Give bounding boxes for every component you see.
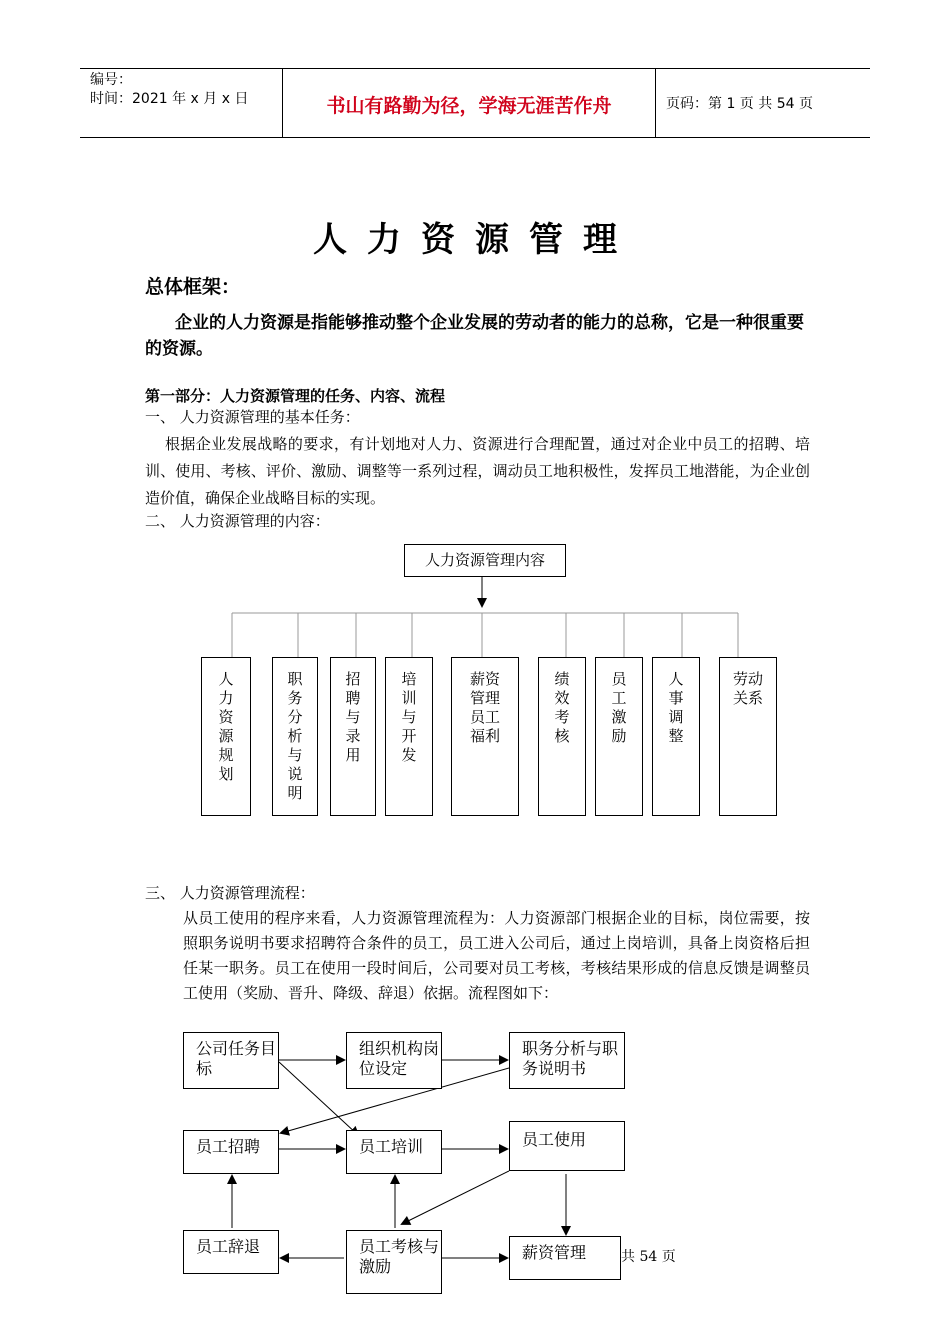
- content-item-glyph: 务: [287, 689, 303, 707]
- flow-training: 员工培训: [346, 1130, 442, 1174]
- content-item-glyph: 发: [401, 746, 417, 764]
- content-item-hr-planning: [201, 657, 251, 816]
- content-item-glyph: 薪资: [469, 670, 500, 688]
- content-root-box: 人力资源管理内容: [404, 544, 566, 577]
- content-item-glyph: 激: [611, 708, 627, 726]
- flow-salary: 薪资管理: [509, 1236, 621, 1280]
- content-item-incentive: [595, 657, 643, 816]
- content-item-glyph: 招: [345, 670, 361, 688]
- content-item-glyph: 考: [554, 708, 570, 726]
- content-item-glyph: 分: [287, 708, 303, 726]
- content-item-glyph: 规: [218, 746, 234, 764]
- number-label: 编号：: [90, 72, 132, 88]
- content-item-glyph: 开: [401, 727, 417, 745]
- content-item-glyph: 福利: [469, 727, 500, 745]
- content-item-salary-welfare: [451, 657, 519, 816]
- framework-heading: 总体框架：: [145, 276, 241, 298]
- content-item-glyph: 用: [345, 746, 361, 764]
- section1-body: 根据企业发展战略的要求，有计划地对人力、资源进行合理配置，通过对企业中员工的招聘、培训、使用、考核、评价、激励、调整等一系列过程，调动员工地积极性，发挥员工地潜能，为企业创造价值，确保企业战略目标的实现。: [145, 435, 810, 507]
- content-item-glyph: 工: [611, 689, 627, 707]
- motto: 书山有路勤为径，学海无涯苦作舟: [326, 95, 612, 117]
- page-info: 页码：第 1 页 共 54 页: [666, 96, 813, 112]
- content-item-glyph: 效: [554, 689, 570, 707]
- content-item-glyph: 析: [287, 727, 303, 745]
- flow-recruit: 员工招聘: [183, 1130, 279, 1174]
- content-item-glyph: 明: [287, 784, 303, 802]
- content-item-glyph: 训: [401, 689, 417, 707]
- intro-paragraph: 企业的人力资源是指能够推动整个企业发展的劳动者的能力的总称，它是一种很重要的资源。: [145, 313, 804, 359]
- content-item-label: [720, 670, 776, 708]
- content-item-job-analysis: [272, 657, 318, 816]
- content-item-glyph: 员: [611, 670, 627, 688]
- flow-job-analysis: 职务分析与职务说明书: [509, 1032, 625, 1089]
- flow-usage: 员工使用: [509, 1121, 625, 1171]
- content-item-glyph: 人: [668, 670, 684, 688]
- content-item-glyph: 整: [668, 727, 684, 745]
- content-item-glyph: 励: [611, 727, 627, 745]
- content-item-glyph: 员工: [469, 708, 500, 726]
- content-item-label: [653, 670, 699, 746]
- section2-heading: 二、 人力资源管理的内容：: [145, 512, 330, 530]
- section3-heading: 三、 人力资源管理流程：: [145, 884, 315, 902]
- flow-org-structure: 组织机构岗位设定: [346, 1032, 442, 1089]
- content-item-glyph: 聘: [345, 689, 361, 707]
- part1-heading: 第一部分：人力资源管理的任务、内容、流程: [145, 387, 446, 405]
- content-item-glyph: 人: [218, 670, 234, 688]
- content-item-label: [331, 670, 375, 765]
- content-item-performance: [538, 657, 586, 816]
- flow-dismiss: 员工辞退: [183, 1230, 279, 1274]
- date-label: 时间：2021 年 x 月 x 日: [90, 91, 249, 107]
- content-item-glyph: 力: [218, 689, 234, 707]
- flow-appraisal: 员工考核与激励: [346, 1230, 442, 1294]
- content-item-glyph: 劳动: [732, 670, 763, 688]
- content-item-training: [385, 657, 433, 816]
- content-item-glyph: 绩: [554, 670, 570, 688]
- footer-page-fragment: 共 54 页: [621, 1249, 676, 1265]
- content-item-glyph: 与: [345, 708, 361, 726]
- content-item-label: [273, 670, 317, 803]
- content-item-glyph: 说: [287, 765, 303, 783]
- content-item-label: [539, 670, 585, 746]
- content-item-glyph: 事: [668, 689, 684, 707]
- content-item-glyph: 录: [345, 727, 361, 745]
- content-item-glyph: 与: [287, 746, 303, 764]
- content-item-glyph: 管理: [469, 689, 500, 707]
- content-item-glyph: 源: [218, 727, 234, 745]
- content-item-label: [596, 670, 642, 746]
- flow-company-goal: 公司任务目标: [183, 1032, 279, 1089]
- content-item-glyph: 职: [287, 670, 303, 688]
- section3-body: 从员工使用的程序来看，人力资源管理流程为：人力资源部门根据企业的目标，岗位需要，按照职务说明书要求招聘符合条件的员工，员工进入公司后，通过上岗培训，具备上岗资格后担任某一职务。员工在使用一段时间后，公司要对员工考核，考核结果形成的信息反馈是调整员工使用（奖励、晋升、降级、辞退）依据。流程图如下：: [183, 909, 810, 1002]
- section1-heading: 一、 人力资源管理的基本任务：: [145, 408, 360, 426]
- content-item-labor-relations: [719, 657, 777, 816]
- content-item-glyph: 划: [218, 765, 234, 783]
- content-item-label: [202, 670, 250, 784]
- content-item-recruitment: [330, 657, 376, 816]
- content-item-glyph: 关系: [732, 689, 763, 707]
- document-title: 人力资源管理: [313, 220, 637, 260]
- content-item-label: [386, 670, 432, 765]
- content-item-glyph: 调: [668, 708, 684, 726]
- content-item-glyph: 资: [218, 708, 234, 726]
- content-item-personnel-adjust: [652, 657, 700, 816]
- content-item-glyph: 核: [554, 727, 570, 745]
- content-item-glyph: 与: [401, 708, 417, 726]
- content-item-glyph: 培: [401, 670, 417, 688]
- content-item-label: [452, 670, 518, 746]
